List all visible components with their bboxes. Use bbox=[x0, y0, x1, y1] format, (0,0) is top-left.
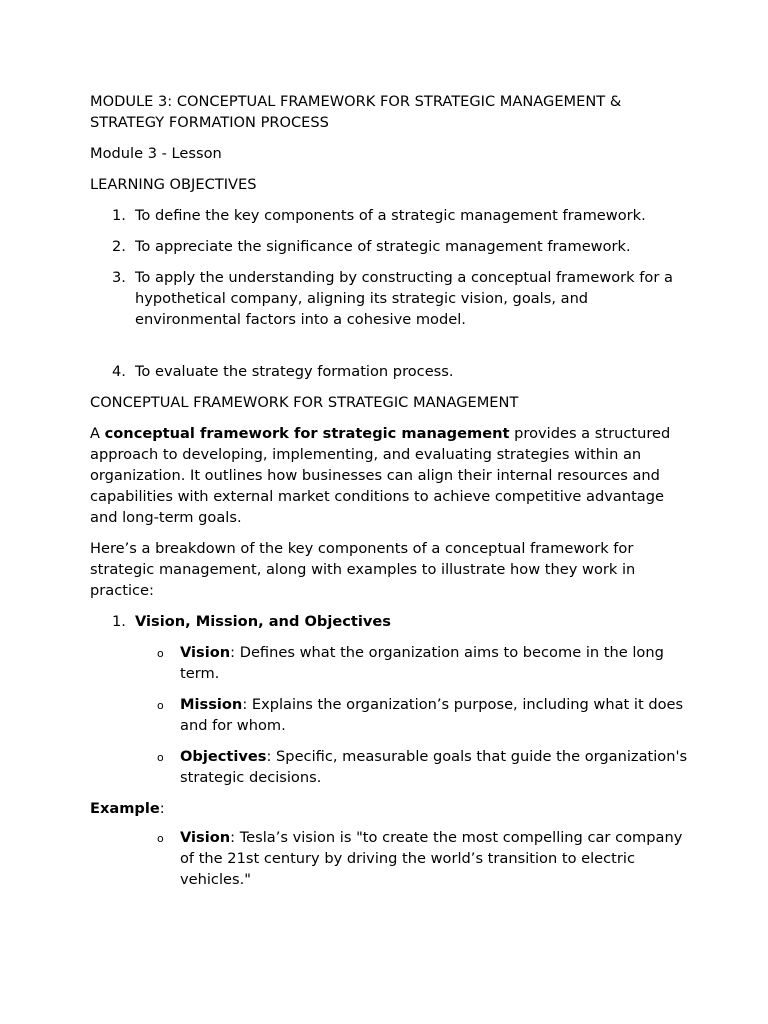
objective-number: 2. bbox=[112, 238, 126, 255]
sublist-term: Objectives bbox=[180, 748, 267, 765]
objective-text: To apply the understanding by constructing a conceptual framework for a hypothetical company, aligning its strategic vision, goals, and environmental factors into a cohesive model. bbox=[135, 269, 673, 328]
example-label-text: Example bbox=[90, 800, 160, 817]
objective-text: To appreciate the significance of strategic management framework. bbox=[135, 238, 631, 255]
example-term: Vision bbox=[180, 829, 231, 846]
hollow-bullet-icon: o bbox=[157, 699, 164, 712]
objective-item bbox=[90, 361, 690, 382]
breakdown-paragraph: Here’s a breakdown of the key components of a conceptual framework for strategic management, along with examples to illustrate how they work in practice: bbox=[90, 540, 636, 599]
sublist-text: : Specific, measurable goals that guide the organization's strategic decisions. bbox=[180, 748, 688, 786]
objective-item bbox=[90, 267, 690, 330]
lesson-label: Module 3 - Lesson bbox=[90, 145, 222, 162]
objective-text: To evaluate the strategy formation process. bbox=[135, 363, 454, 380]
component-item bbox=[90, 611, 690, 632]
sublist-item bbox=[90, 642, 690, 684]
intro-paragraph bbox=[90, 423, 690, 528]
objective-number: 4. bbox=[112, 363, 126, 380]
objective-number: 3. bbox=[112, 269, 126, 286]
sublist-text: : Explains the organization’s purpose, including what it does and for whom. bbox=[180, 696, 684, 734]
components-list bbox=[90, 611, 690, 632]
objectives-list bbox=[90, 205, 690, 382]
hollow-bullet-icon: o bbox=[157, 647, 164, 660]
component-number: 1. bbox=[112, 613, 126, 630]
objective-item bbox=[90, 205, 690, 226]
section-heading: CONCEPTUAL FRAMEWORK FOR STRATEGIC MANAGEMENT bbox=[90, 394, 519, 411]
sublist-text: : Defines what the organization aims to become in the long term. bbox=[180, 644, 664, 682]
intro-bold-term: conceptual framework for strategic management bbox=[104, 425, 510, 442]
objectives-heading: LEARNING OBJECTIVES bbox=[90, 176, 257, 193]
component-title: Vision, Mission, and Objectives bbox=[135, 613, 391, 630]
sublist-term: Vision bbox=[180, 644, 231, 661]
sublist-item bbox=[90, 746, 690, 788]
document-page bbox=[90, 91, 690, 900]
hollow-bullet-icon: o bbox=[157, 832, 164, 845]
example-colon: : bbox=[159, 800, 165, 817]
component-sublist bbox=[90, 642, 690, 788]
sublist-term: Mission bbox=[180, 696, 243, 713]
example-item bbox=[90, 827, 690, 890]
intro-rest: provides a structured approach to developing, implementing, and evaluating strategies within an organization. It outlines how businesses can align their internal resources and capabilities with external market conditions to achieve competitive advantage and long-term goals. bbox=[90, 425, 671, 526]
module-title: MODULE 3: CONCEPTUAL FRAMEWORK FOR STRATEGIC MANAGEMENT & STRATEGY FORMATION PROCESS bbox=[90, 93, 622, 131]
sublist-item bbox=[90, 694, 690, 736]
example-sublist bbox=[90, 827, 690, 890]
objective-item bbox=[90, 236, 690, 257]
intro-prefix: A bbox=[90, 425, 105, 442]
example-text: : Tesla’s vision is "to create the most compelling car company of the 21st century by driving the world’s transition to electric vehicles." bbox=[180, 829, 683, 888]
example-label bbox=[90, 798, 690, 819]
objective-text: To define the key components of a strategic management framework. bbox=[135, 207, 646, 224]
objective-number: 1. bbox=[112, 207, 126, 224]
hollow-bullet-icon: o bbox=[157, 751, 164, 764]
